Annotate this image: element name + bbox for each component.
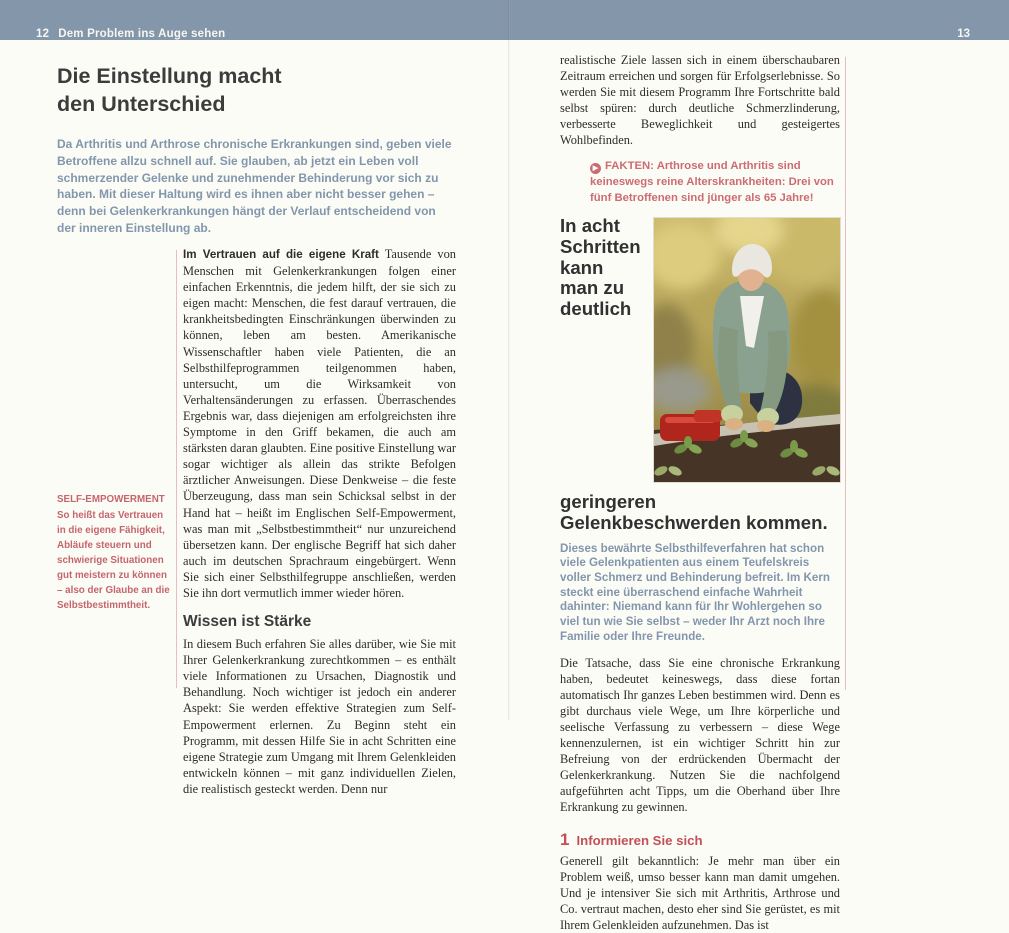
paragraph-wissen: In diesem Buch erfahren Sie alles darüber, wie Sie mit Ihrer Gelenkerkrankung zurechtkommen – es enthält viele Informationen zu Ursachen, Diagnostik und Behandlung. Noch wichtiger ist jedoch ein anderer Aspekt: Sie werden effektive Strategien zum Self-Empowerment erlernen. Zu Beginn steht ein Programm, mit dessen Hilfe Sie in acht Schritten eine eigene Strategie zum Umgang mit Ihrem Gelenkleiden entwickeln können – mit ganz individuellen Zielen, die realistisch gesteckt werden. Denn nur <box>183 637 456 796</box>
garden-photo <box>654 218 840 482</box>
running-header-left <box>36 0 225 46</box>
photo-red-tray <box>660 410 722 441</box>
margin-column-rule <box>176 250 177 688</box>
article-title-line1: Die Einstellung macht <box>57 64 282 88</box>
subheading-wissen-ist-staerke: Wissen ist Stärke <box>183 613 312 631</box>
runin-heading: Im Vertrauen auf die eigene Kraft <box>183 248 379 261</box>
article-title-line2: den Unterschied <box>57 92 226 116</box>
paragraph-informieren: Generell gilt bekanntlich: Je mehr man über ein Problem weiß, umso besser kann man damit umgehen. Und je intensiver Sie sich mit Arthritis, Arthrose und Co. vertraut machen, desto eher sind Sie gerüstet, es mit Ihrem Gelenkleiden aufzunehmen. Das ist <box>560 853 840 932</box>
step-number: 1 <box>560 829 570 849</box>
fakten-box <box>590 158 840 207</box>
fakten-text: Arthrose und Arthritis sind keineswegs reine Alterskrankheiten: Drei von fünf Betroffenen sind jünger als 65 Jahre! <box>590 159 834 205</box>
fakten-label: FAKTEN: <box>605 159 654 172</box>
margin-note <box>57 492 173 613</box>
section-heading-acht-schritte: In acht Schritten kann man zu deutlich geringeren Gelenkbeschwerden kommen. <box>560 215 828 533</box>
step-title: Informieren Sie sich <box>576 832 703 848</box>
left-body-column <box>183 246 456 797</box>
paragraph-chronische-erkrankung: Die Tatsache, dass Sie eine chronische Erkrankung haben, bedeutet keineswegs, dass diese fortan automatisch Ihr ganzes Leben bestimmen wird. Denn es gibt durchaus viele Wege, um Ihre körperliche und seelische Verfassung zu verbessern – diese Wege kennenzulernen, ist ein wichtiger Schritt hin zur Befreiung von der erdrückenden Übermacht der Gelenkerkrankung. Nutzen Sie die nachfolgend aufgeführten acht Tipps, um die Oberhand über Ihre Erkrankung zu gewinnen. <box>560 655 840 815</box>
page-number-left: 12 <box>36 28 50 40</box>
running-header-right <box>957 0 970 46</box>
article-title <box>57 62 457 118</box>
paragraph-self-empowerment <box>183 246 456 601</box>
page-number-right: 13 <box>957 28 970 40</box>
paragraph-realistische-ziele: realistische Ziele lassen sich in einem überschaubaren Zeitraum erreichen und sorgen für Erfolgserlebnisse. So werden Sie mit diesem Programm Ihre Fortschritte bald selbst spüren: durch deutliche Schmerzlinderung, verbesserte Beweglichkeit und gesteigertes Wohlbefinden. <box>560 53 840 148</box>
running-header-bar <box>0 0 1009 40</box>
photo-hand-left <box>725 418 743 430</box>
paragraph-self-empowerment-text: Tausende von Menschen mit Gelenkerkrankungen folgen einer einfachen Erkenntnis, die jedem hilft, der sie sich zu eigen macht: Menschen, die fest darauf vertrauen, die krankheitsbedingten Einschränkungen überwinden zu können, leben am besten. Amerikanische Wissenschaftler haben viele Patienten, die an Selbsthilfeprogrammen teilgenommen haben, untersucht, um die Wirksamkeit von Verhaltensänderungen zu erfassen. Überraschendes Ergebnis war, dass diejenigen am erfolgreichsten ihre Symptome in den Griff bekamen, die auch am stärksten daran glaubten. Eine positive Einstellung war sogar wichtiger als allein das strikte Befolgen ärztlicher Anweisungen. Diese Denkweise – die feste Überzeugung, dass man sein Schicksal selbst in der Hand hat – heißt im Englischen Self-Empowerment, was man mit „Selbstbestimmtheit“ nur unzureichend übersetzen kann. Der englische Begriff hat sich daher auch im deutschen Sprachraum eingebürgert. Wenn Sie sich einer Selbsthilfegruppe anschließen, werden Sie ihn dort vermutlich immer wieder hören. <box>183 247 456 600</box>
right-body-column <box>560 52 840 933</box>
photo-hand-right <box>757 420 775 432</box>
margin-note-term: SELF-EMPOWERMENT <box>57 494 165 505</box>
section-lede: Dieses bewährte Selbsthilfeverfahren hat schon viele Gelenkpatienten aus einem Teufelskreis voller Schmerz und Behinderung befreit. Im Kern steckt eine überraschend einfache Wahrheit dahinter: Niemand kann für Ihr Wohlergehen so viel tun wie Sie selbst – weder Ihr Arzt noch Ihre Familie oder Ihre Freunde. <box>560 541 830 643</box>
margin-note-body: So heißt das Vertrauen in die eigene Fähigkeit, Abläufe steuern und schwierige Situationen gut meistern zu können – also der Glaube an die Selbstbestimmtheit. <box>57 510 170 611</box>
play-circle-icon: ▶ <box>590 163 601 174</box>
article-lede: Da Arthritis und Arthrose chronische Erkrankungen sind, geben viele Betroffene allzu schnell auf. Sie glauben, ab jetzt ein Leben voll schmerzender Gelenke und zunehmender Behinderung vor sich zu haben. Mit dieser Haltung wird es ihnen aber nicht besser gehen – denn bei Gelenkerkrankungen hängt der Verlauf entscheidend von der inneren Einstellung ab. <box>57 137 452 235</box>
chapter-title: Dem Problem ins Auge sehen <box>58 28 226 40</box>
step-heading <box>560 830 840 850</box>
page-gutter-divider <box>508 0 510 720</box>
right-column-rule <box>845 57 846 690</box>
